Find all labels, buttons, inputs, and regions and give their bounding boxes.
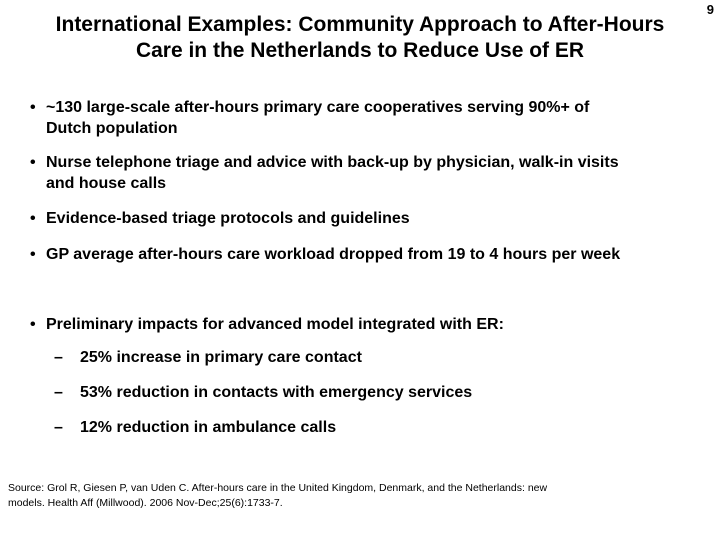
sub-bullet-text: 53% reduction in contacts with emergency services bbox=[80, 384, 473, 401]
bullet-text: Evidence-based triage protocols and guidelines bbox=[46, 210, 410, 227]
bullet-dot: • bbox=[30, 316, 36, 333]
bullet-text-line: Dutch population bbox=[46, 120, 178, 137]
bullet-dot: • bbox=[30, 99, 36, 116]
source-citation bbox=[8, 481, 638, 511]
source-line-1: Source: Grol R, Giesen P, van Uden C. After-hours care in the United Kingdom, Denmark, and the Netherlands: new bbox=[8, 482, 548, 494]
bullet-text bbox=[46, 97, 691, 139]
slide-title bbox=[0, 12, 720, 64]
title-line-1: International Examples: Community Approach to After-Hours bbox=[55, 13, 665, 36]
title-line-2: Care in the Netherlands to Reduce Use of ER bbox=[135, 39, 585, 62]
slide-number: 9 bbox=[706, 2, 714, 17]
bullet-dot: • bbox=[30, 246, 36, 263]
bullet-text: GP average after-hours care workload dropped from 19 to 4 hours per week bbox=[46, 246, 621, 263]
sub-bullet-dash: – bbox=[54, 419, 63, 436]
sub-bullet-dash: – bbox=[54, 349, 63, 366]
sub-bullet-text: 12% reduction in ambulance calls bbox=[80, 419, 337, 436]
sub-bullet-text: 25% increase in primary care contact bbox=[80, 349, 362, 366]
bullet-text: Preliminary impacts for advanced model integrated with ER: bbox=[46, 316, 504, 333]
bullet-text-line: and house calls bbox=[46, 175, 167, 192]
source-line-2: models. Health Aff (Millwood). 2006 Nov-Dec;25(6):1733-7. bbox=[8, 497, 283, 509]
bullet-dot: • bbox=[30, 154, 36, 171]
bullet-dot: • bbox=[30, 210, 36, 227]
bullet-text-line: ~130 large-scale after-hours primary care cooperatives serving 90%+ of bbox=[46, 99, 590, 116]
bullet-text bbox=[46, 152, 691, 194]
sub-bullet-dash: – bbox=[54, 384, 63, 401]
bullet-text-line: Nurse telephone triage and advice with back-up by physician, walk-in visits bbox=[46, 154, 619, 171]
